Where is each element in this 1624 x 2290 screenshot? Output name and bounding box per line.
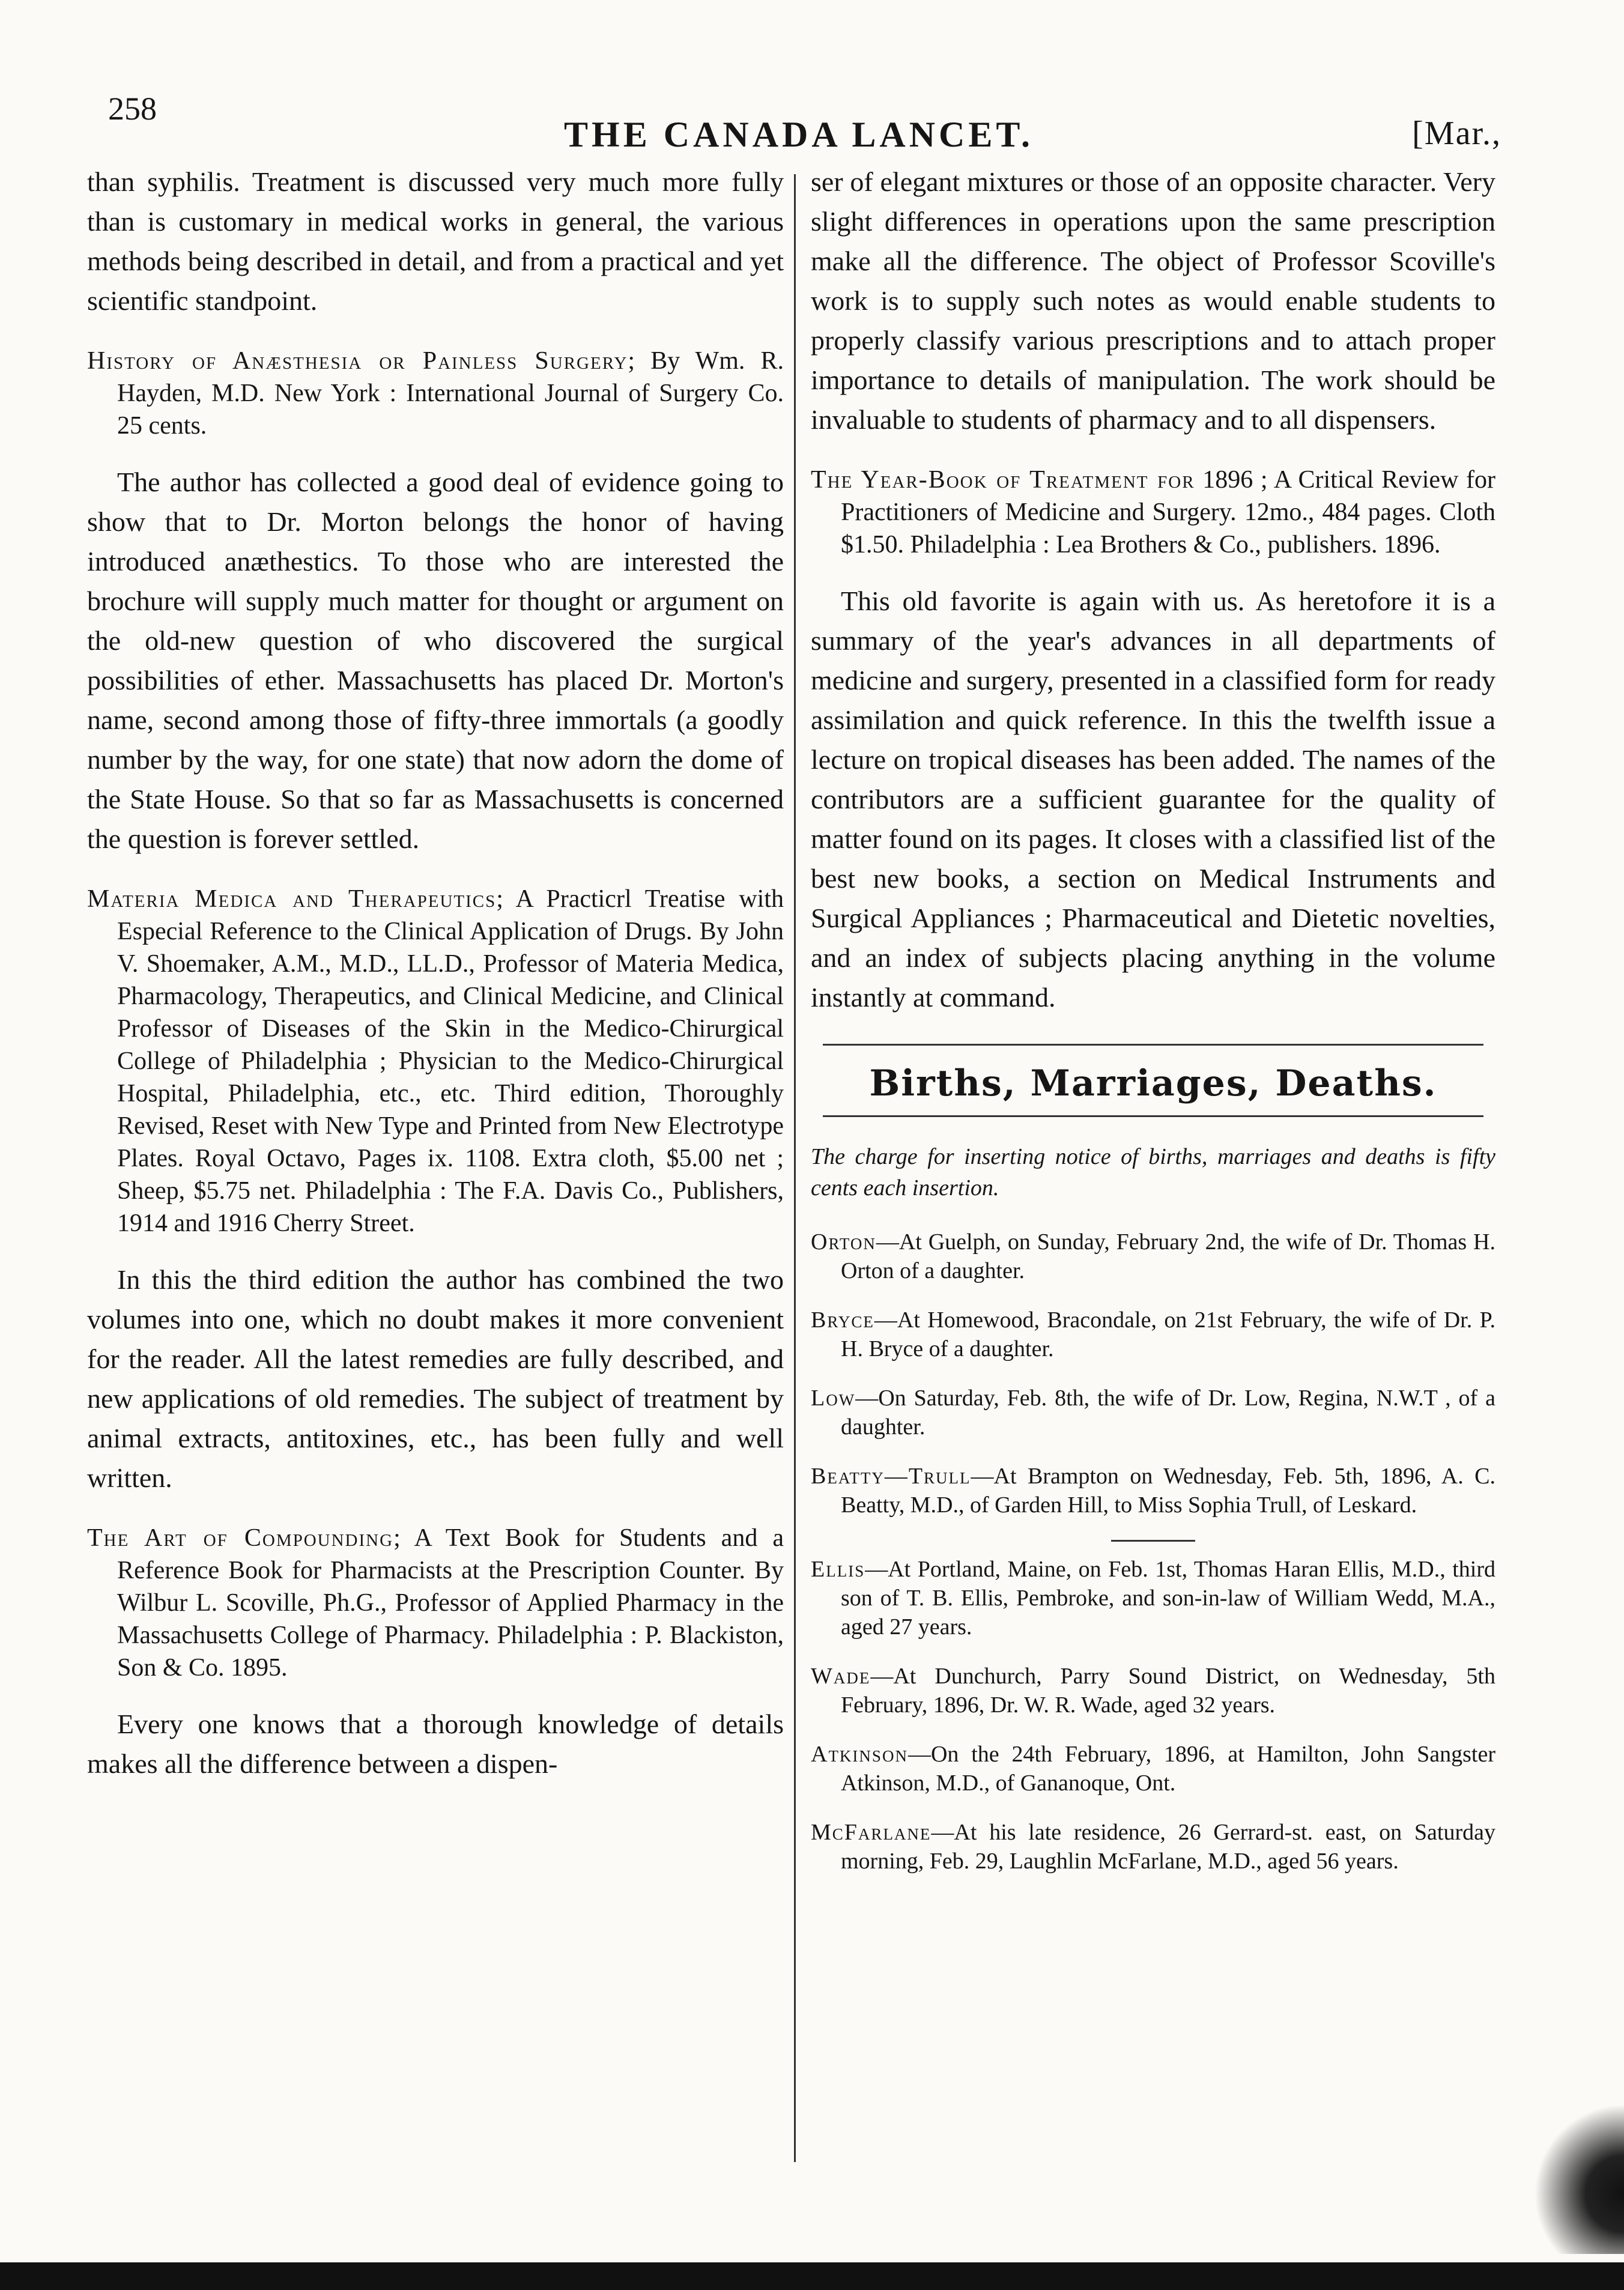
paragraph: This old favorite is again with us. As heretofore it is a summary of the year's advances in all departments of medicine and surgery, presented in a classified form for ready assimilation and quick reference. In this the twelfth issue a lecture on tropical diseases has been added. The names of the contributors are a sufficient guarantee for the quality of matter found on its pages. It closes with a classified list of the best new books, a section on Medical Instruments and Surgical Appliances ; Pharmaceutical and Dietetic novelties, and an index of subjects placing anything in the volume instantly at command. [811, 586, 1495, 1013]
page-number: 258 [108, 91, 157, 127]
notice-name: Orton [811, 1229, 876, 1255]
notice-item [811, 1462, 1495, 1519]
paragraph: Every one knows that a thorough knowledge of details makes all the difference between a dispen- [87, 1709, 784, 1779]
notice-item [811, 1555, 1495, 1641]
book-title: The Art of Compounding [87, 1524, 394, 1552]
notice-text: —At Portland, Maine, on Feb. 1st, Thomas Haran Ellis, M.D., third son of T. B. Ellis, Pembroke, and son-in-law of William Wedd, M.A., aged 27 years. [841, 1557, 1495, 1640]
notice-name: Ellis [811, 1557, 865, 1582]
book-title: History of Anæsthesia or Painless Surgery [87, 347, 628, 375]
book-reference-art-of-compounding [87, 1522, 784, 1684]
left-column [87, 162, 784, 1799]
column-divider [794, 174, 796, 2162]
notice-item [811, 1740, 1495, 1798]
notice-text: —At Brampton on Wednesday, Feb. 5th, 1896, A. C. Beatty, M.D., of Garden Hill, to Miss Sophia Trull, of Leskard. [841, 1464, 1495, 1518]
book-reference-year-book [811, 464, 1495, 561]
notice-text: —At Homewood, Bracondale, on 21st February, the wife of Dr. P. H. Bryce of a daughter. [841, 1307, 1495, 1362]
section-title: Births, Marriages, Deaths. [869, 1062, 1437, 1104]
notice-text: —At his late residence, 26 Gerrard-st. east, on Saturday morning, Feb. 29, Laughlin McFarlane, M.D., aged 56 years. [841, 1820, 1495, 1874]
notice-name: McFarlane [811, 1820, 932, 1845]
notice-text: —On Saturday, Feb. 8th, the wife of Dr. Low, Regina, N.W.T , of a daughter. [841, 1386, 1495, 1440]
scan-bottom-edge [0, 2262, 1624, 2290]
book-title: The Year-Book of Treatment for [811, 466, 1195, 494]
paragraph: ser of elegant mixtures or those of an opposite character. Very slight differences in operations upon the same prescription make all the difference. The object of Professor Scoville's work is to supply such notes as would enable students to properly classify various prescriptions and to attach proper importance to details of manipulation. The work should be invaluable to students of pharmacy and to all dispensers. [811, 166, 1495, 435]
notice-name: Atkinson [811, 1742, 908, 1767]
journal-title: THE CANADA LANCET. [564, 115, 1034, 154]
charge-note: The charge for inserting notice of births, marriages and deaths is fifty cents each insertion. [811, 1144, 1495, 1201]
notice-name: Bryce [811, 1307, 874, 1333]
paragraph: In this the third edition the author has combined the two volumes into one, which no doubt makes it more convenient for the reader. All the latest remedies are fully described, and new applications of old remedies. The subject of treatment by animal extracts, antitoxines, etc., has been fully and well written. [87, 1264, 784, 1493]
notice-text: —At Dunchurch, Parry Sound District, on Wednesday, 5th February, 1896, Dr. W. R. Wade, aged 32 years. [841, 1664, 1495, 1718]
page-header [96, 84, 1501, 154]
section-rule-top [823, 1044, 1483, 1046]
book-reference-materia-medica [87, 883, 784, 1240]
book-reference-anaesthesia [87, 345, 784, 442]
notice-item [811, 1228, 1495, 1285]
book-details: ; A Text Book for Students and a Reference Book for Pharmacists at the Prescription Counter. By Wilbur L. Scoville, Ph.G., Professor of Applied Pharmacy in the Massachusetts College of Pharmacy. Philadelphia : P. Blackiston, Son & Co. 1895. [117, 1524, 784, 1682]
book-details: ; A Practicrl Treatise with Especial Reference to the Clinical Application of Drugs. By John V. Shoemaker, A.M., M.D., LL.D., Professor of Materia Medica, Pharmacology, Therapeutics, and Clinical Medicine, and Clinical Professor of Diseases of the Skin in the Medico-Chirurgical College of Philadelphia ; Physician to the Medico-Chirurgical Hospital, Philadelphia, etc., etc. Third edition, Thoroughly Revised, Reset with New Type and Printed from New Electrotype Plates. Royal Octavo, Pages ix. 1108. Extra cloth, $5.00 net ; Sheep, $5.75 net. Philadelphia : The F.A. Davis Co., Publishers, 1914 and 1916 Cherry Street. [117, 885, 784, 1237]
section-rule-bottom [823, 1115, 1483, 1117]
running-month: [Mar., [1412, 115, 1501, 152]
notices-list [811, 1228, 1495, 1876]
paragraph: The author has collected a good deal of evidence going to show that to Dr. Morton belongs the honor of having introduced anæthestics. To those who are interested the brochure will supply much matter for thought or argument on the old-new question of who discovered the surgical possibilities of ether. Massachusetts has placed Dr. Morton's name, second among those of fifty-three immortals (a goodly number by the way, for one state) that now adorn the dome of the State House. So that so far as Massachusetts is concerned the question is forever settled. [87, 467, 784, 854]
notice-item [811, 1306, 1495, 1363]
right-column [811, 162, 1495, 1896]
notice-text: —On the 24th February, 1896, at Hamilton, John Sangster Atkinson, M.D., of Gananoque, Ont. [841, 1742, 1495, 1796]
book-title: Materia Medica and Therapeutics [87, 885, 497, 913]
notice-text: —At Guelph, on Sunday, February 2nd, the wife of Dr. Thomas H. Orton of a daughter. [841, 1229, 1495, 1283]
notice-name: Low [811, 1386, 856, 1411]
paragraph: than syphilis. Treatment is discussed very much more fully than is customary in medical works in general, the various methods being described in detail, and from a practical and yet scientific standpoint. [87, 166, 784, 316]
notice-item [811, 1818, 1495, 1876]
scan-edge-shadow [1534, 2104, 1624, 2254]
book-details: ; By Wm. R. Hayden, M.D. New York : International Journal of Surgery Co. 25 cents. [117, 347, 784, 440]
notice-name: Wade [811, 1664, 871, 1689]
notice-item [811, 1662, 1495, 1719]
book-details: 1896 ; A Critical Review for Practitioners of Medicine and Surgery. 12mo., 484 pages. Cloth $1.50. Philadelphia : Lea Brothers & Co., publishers. 1896. [841, 466, 1496, 559]
notice-separator [1111, 1540, 1195, 1542]
notice-item [811, 1384, 1495, 1441]
notice-name: Beatty—Trull [811, 1464, 971, 1489]
